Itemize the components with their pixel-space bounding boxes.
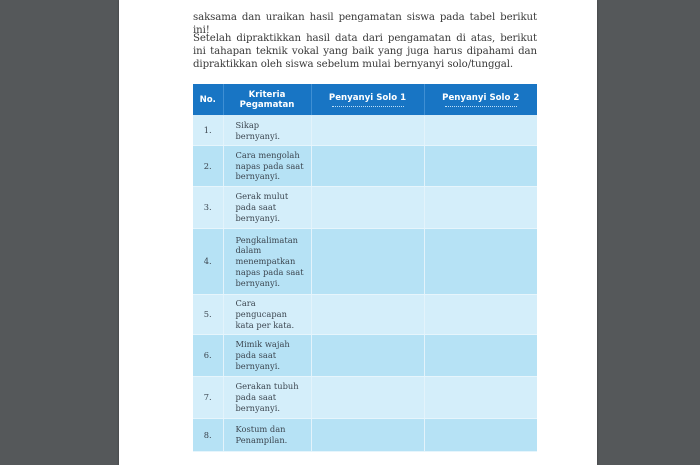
criteria-text: Sikap bernyanyi. [235, 119, 280, 141]
header-kriteria [223, 84, 311, 116]
row-criteria [223, 335, 311, 377]
table-row [193, 229, 537, 295]
document-page [119, 0, 597, 465]
row-criteria [223, 377, 311, 419]
row-criteria [223, 187, 311, 229]
solo-1-cell[interactable] [311, 229, 424, 295]
criteria-text: Kostum dan Penampilan. [235, 424, 288, 445]
header-kriteria-label: Kriteria Pegamatan [239, 89, 295, 110]
solo-1-cell[interactable] [311, 419, 424, 452]
observation-table [193, 84, 537, 452]
table-row [193, 419, 537, 452]
row-number: 2. [193, 146, 223, 187]
row-criteria [223, 295, 311, 335]
row-number: 1. [193, 116, 223, 146]
solo-2-cell[interactable] [424, 335, 537, 377]
solo-2-cell[interactable] [424, 377, 537, 419]
table-row [193, 187, 537, 229]
table-row [193, 335, 537, 377]
table-row [193, 295, 537, 335]
criteria-text: Gerakan tubuh pada saat bernyanyi. [235, 381, 299, 413]
row-criteria [223, 229, 311, 295]
dotted-fill-line [445, 106, 517, 107]
solo-1-cell[interactable] [311, 116, 424, 146]
criteria-text: Gerak mulut pada saat bernyanyi. [235, 191, 289, 223]
solo-2-cell[interactable] [424, 187, 537, 229]
criteria-text: Cara pengucapan kata per kata. [235, 298, 295, 330]
row-number: 5. [193, 295, 223, 335]
header-solo-1 [311, 84, 424, 116]
header-solo-1-label: Penyanyi Solo 1 [328, 92, 407, 103]
solo-2-cell[interactable] [424, 419, 537, 452]
table-row [193, 116, 537, 146]
criteria-text: Mimik wajah pada saat bernyanyi. [235, 339, 290, 371]
solo-1-cell[interactable] [311, 295, 424, 335]
solo-1-cell[interactable] [311, 187, 424, 229]
header-solo-2-label: Penyanyi Solo 2 [442, 92, 520, 103]
table-header-row [193, 84, 537, 116]
criteria-text: Pengkalimatan dalam menempatkan napas pada saat bernyanyi. [235, 234, 304, 288]
criteria-text: Cara mengolah napas pada saat bernyanyi. [235, 149, 304, 182]
row-number: 4. [193, 229, 223, 295]
solo-1-cell[interactable] [311, 146, 424, 187]
solo-2-cell[interactable] [424, 146, 537, 187]
row-criteria [223, 419, 311, 452]
dotted-fill-line [332, 106, 404, 107]
row-criteria [223, 146, 311, 187]
row-number: 8. [193, 419, 223, 452]
row-number: 3. [193, 187, 223, 229]
header-no: No. [193, 84, 223, 116]
row-number: 6. [193, 335, 223, 377]
solo-2-cell[interactable] [424, 229, 537, 295]
solo-2-cell[interactable] [424, 295, 537, 335]
solo-1-cell[interactable] [311, 335, 424, 377]
header-solo-2 [424, 84, 537, 116]
table-row [193, 377, 537, 419]
intro-paragraph: saksama dan uraikan hasil pengamatan siswa pada tabel berikut ini! [193, 12, 537, 37]
solo-2-cell[interactable] [424, 116, 537, 146]
row-criteria [223, 116, 311, 146]
table-row [193, 146, 537, 187]
row-number: 7. [193, 377, 223, 419]
solo-1-cell[interactable] [311, 377, 424, 419]
instruction-paragraph: Setelah dipraktikkan hasil data dari pengamatan di atas, berikut ini tahapan teknik vokal yang baik yang juga harus dipahami dan dipraktikkan oleh siswa sebelum mulai bernyanyi solo/tunggal. [193, 33, 537, 71]
